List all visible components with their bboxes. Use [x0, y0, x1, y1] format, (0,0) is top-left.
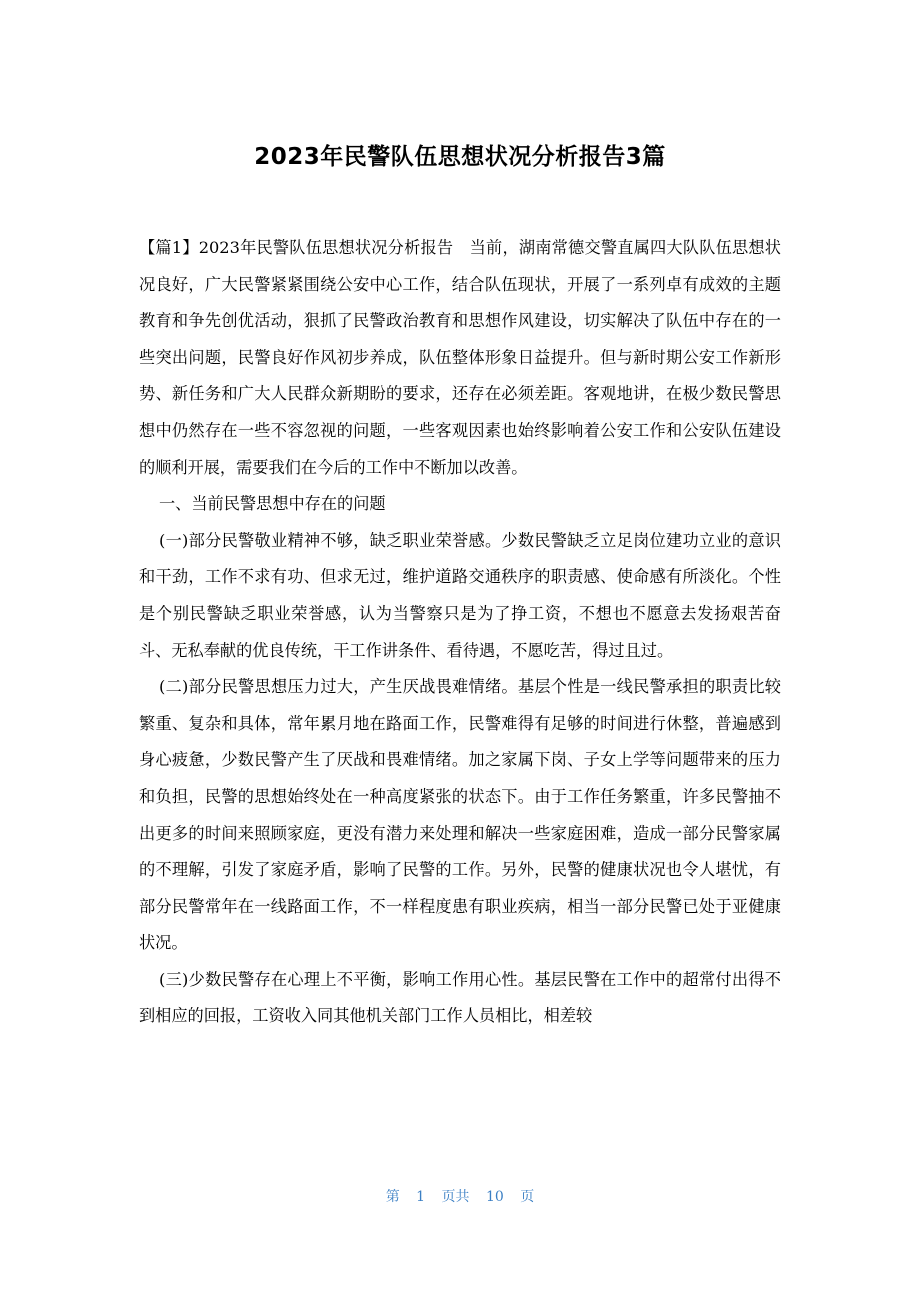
document-title: 2023年民警队伍思想状况分析报告3篇 [254, 144, 666, 170]
footer-current-page: 1 [416, 1189, 426, 1205]
footer-suffix: 页 [520, 1189, 535, 1205]
footer-mid: 页共 [441, 1189, 470, 1205]
paragraph-point-1: (一)部分民警敬业精神不够，缺乏职业荣誉感。少数民警缺乏立足岗位建功立业的意识和干劲，工作不求有功、但求无过，维护道路交通秩序的职责感、使命感有所淡化。个性是个别民警缺乏职业荣誉感，认为当警察只是为了挣工资，不想也不愿意去发扬艰苦奋斗、无私奉献的优良传统，干工作讲条件、看待遇，不愿吃苦，得过且过。 [139, 530, 781, 660]
footer-prefix: 第 [385, 1189, 400, 1205]
paragraph-point-2: (二)部分民警思想压力过大，产生厌战畏难情绪。基层个性是一线民警承担的职责比较繁重、复杂和具体，常年累月地在路面工作，民警难得有足够的时间进行休整，普遍感到身心疲惫，少数民警产生了厌战和畏难情绪。加之家属下岗、子女上学等问题带来的压力和负担，民警的思想始终处在一种高度紧张的状态下。由于工作任务繁重，许多民警抽不出更多的时间来照顾家庭，更没有潜力来处理和解决一些家庭困难，造成一部分民警家属的不理解，引发了家庭矛盾，影响了民警的工作。另外，民警的健康状况也令人堪忧，有部分民警常年在一线路面工作，不一样程度患有职业疾病，相当一部分民警已处于亚健康状况。 [139, 677, 781, 953]
intro-paragraph: 【篇1】2023年民警队伍思想状况分析报告 当前，湖南常德交警直属四大队队伍思想状况良好，广大民警紧紧围绕公安中心工作，结合队伍现状，开展了一系列卓有成效的主题教育和争先创优活动，狠抓了民警政治教育和思想作风建设，切实解决了队伍中存在的一些突出问题，民警良好作风初步养成，队伍整体形象日益提升。但与新时期公安工作新形势、新任务和广大人民群众新期盼的要求，还存在必须差距。客观地讲，在极少数民警思想中仍然存在一些不容忽视的问题，一些客观因素也始终影响着公安工作和公安队伍建设的顺利开展，需要我们在今后的工作中不断加以改善。 [139, 238, 781, 477]
document-body [139, 230, 781, 1035]
page-footer [0, 1186, 920, 1206]
paragraph-point-3: (三)少数民警存在心理上不平衡，影响工作用心性。基层民警在工作中的超常付出得不到相应的回报，工资收入同其他机关部门工作人员相比，相差较 [139, 969, 781, 1026]
section-heading-1: 一、当前民警思想中存在的问题 [159, 494, 386, 514]
footer-total-pages: 10 [486, 1189, 504, 1205]
